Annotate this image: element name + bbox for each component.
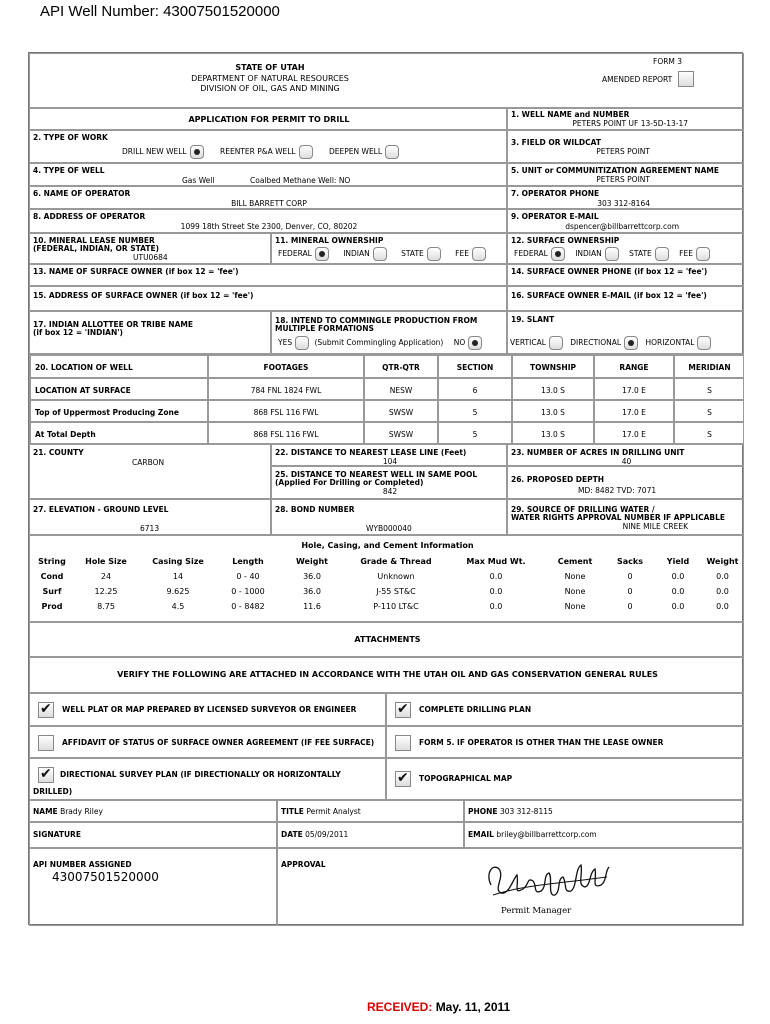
casing-header-text: Weight <box>296 557 328 566</box>
casing-header-text: Max Mud Wt. <box>466 557 526 566</box>
casing-header-text: String <box>38 557 66 566</box>
field-12 <box>507 233 744 264</box>
field-10 <box>29 233 271 264</box>
location-header-text: QTR-QTR <box>382 363 420 372</box>
email-value: briley@billbarrettcorp.com <box>496 830 597 839</box>
permit-manager-label: Permit Manager <box>501 906 572 916</box>
form-header <box>29 53 744 108</box>
field-6-label: 6. NAME OF OPERATOR <box>33 189 131 198</box>
surface-ownership-options <box>514 247 710 261</box>
location-cell <box>30 378 208 400</box>
surface-indian-label: INDIAN <box>575 249 602 258</box>
casing-header-text: Grade & Thread <box>360 557 432 566</box>
casing-header-text: Length <box>232 557 264 566</box>
field-17-sublabel: (if box 12 = 'INDIAN') <box>33 328 123 337</box>
amended-report-checkbox[interactable] <box>678 71 694 87</box>
drill-new-well-label: DRILL NEW WELL <box>122 147 187 156</box>
casing-cell-text: Unknown <box>377 572 415 581</box>
field-7-label: 7. OPERATOR PHONE <box>511 189 600 198</box>
field-16 <box>507 286 744 311</box>
mineral-ownership-options <box>278 247 486 261</box>
well-type-value: Gas Well <box>182 176 215 185</box>
permit-form <box>28 52 743 925</box>
approval-signature <box>483 855 613 903</box>
casing-cell-text: 0.0 <box>671 587 685 596</box>
field-5-label: 5. UNIT or COMMUNITIZATION AGREEMENT NAME <box>511 166 719 175</box>
location-cell-text: S <box>707 430 712 439</box>
location-cell-text: 868 FSL 116 FWL <box>253 430 319 439</box>
location-header-text: RANGE <box>619 363 649 372</box>
casing-cell-text: 0 - 1000 <box>231 587 265 596</box>
field-10-sublabel: (FEDERAL, INDIAN, OR STATE) <box>33 244 160 253</box>
api-assigned-value: 43007501520000 <box>52 870 159 884</box>
field-25 <box>271 466 507 499</box>
location-cell <box>594 400 674 422</box>
location-cell-text: LOCATION AT SURFACE <box>35 386 131 395</box>
email-field <box>468 830 597 839</box>
application-title: APPLICATION FOR PERMIT TO DRILL <box>188 115 350 124</box>
casing-cell-text: None <box>564 602 586 611</box>
mineral-state-radio[interactable] <box>427 247 441 261</box>
location-cell-text: S <box>707 408 712 417</box>
form5-checkbox[interactable] <box>395 735 411 751</box>
commingle-note: (Submit Commingling Application) <box>314 338 444 347</box>
topo-map-checkbox[interactable] <box>395 771 411 787</box>
location-cell <box>512 378 594 400</box>
location-header-cell <box>30 355 208 378</box>
slant-options <box>510 336 711 350</box>
field-8-label: 8. ADDRESS OF OPERATOR <box>33 212 146 221</box>
field-12-label: 12. SURFACE OWNERSHIP <box>511 236 620 245</box>
field-9 <box>507 209 744 233</box>
field-11-label: 11. MINERAL OWNERSHIP <box>275 236 384 245</box>
field-29 <box>507 499 744 535</box>
attachment-drilling-plan <box>386 693 744 726</box>
directional-survey-checkbox[interactable] <box>38 767 54 783</box>
field-21-label: 21. COUNTY <box>33 448 84 457</box>
attachment-directional-survey <box>29 758 386 800</box>
slant-vertical-label: VERTICAL <box>510 338 546 347</box>
casing-table <box>29 535 744 622</box>
signature-cell <box>29 822 277 848</box>
slant-horizontal-radio[interactable] <box>697 336 711 350</box>
commingle-no-label: NO <box>453 338 466 347</box>
field-19 <box>507 311 744 354</box>
casing-cell-text: 0.0 <box>716 587 729 596</box>
phone-field <box>468 807 553 816</box>
casing-cell-text: Prod <box>41 602 63 611</box>
approval-cell <box>277 848 744 926</box>
location-cell <box>364 378 438 400</box>
casing-cell-text: Surf <box>42 587 62 596</box>
casing-cell-text: 0.0 <box>489 602 503 611</box>
app-title-cell <box>29 108 507 130</box>
location-cell <box>438 400 512 422</box>
field-27-label: 27. ELEVATION - GROUND LEVEL <box>33 505 169 514</box>
casing-header-text: Casing Size <box>152 557 204 566</box>
casing-cell-text: 11.6 <box>303 602 321 611</box>
well-name-value: PETERS POINT UF 13-5D-13-17 <box>572 119 688 128</box>
operator-name-value: BILL BARRETT CORP <box>231 199 307 208</box>
casing-cell-text: 0 <box>627 602 633 611</box>
field-value: PETERS POINT <box>596 147 650 156</box>
field-10-label: 10. MINERAL LEASE NUMBER <box>33 236 155 245</box>
field-21 <box>29 444 271 499</box>
operator-email-value: dspencer@billbarrettcorp.com <box>565 222 679 231</box>
nearest-well-distance-value: 842 <box>382 487 398 496</box>
mineral-indian-label: INDIAN <box>343 249 370 258</box>
surface-indian-radio[interactable] <box>605 247 619 261</box>
location-cell-text: 17.0 E <box>622 408 646 417</box>
location-cell-text: 6 <box>472 386 478 395</box>
affidavit-label: AFFIDAVIT OF STATUS OF SURFACE OWNER AGREEMENT (IF FEE SURFACE) <box>62 738 375 747</box>
location-cell <box>208 378 364 400</box>
casing-cell-text: 8.75 <box>97 602 115 611</box>
verify-row <box>29 657 744 693</box>
casing-cell-text: 0.0 <box>671 602 685 611</box>
location-cell-text: 868 FSL 116 FWL <box>253 408 319 417</box>
location-cell-text: SWSW <box>388 430 414 439</box>
received-label: RECEIVED: <box>367 1000 433 1014</box>
mineral-federal-label: FEDERAL <box>278 249 312 258</box>
lease-line-distance-value: 104 <box>382 457 398 466</box>
location-cell-text: SWSW <box>388 408 414 417</box>
deepen-well-label: DEEPEN WELL <box>329 147 383 156</box>
field-4 <box>29 163 507 186</box>
field-7 <box>507 186 744 209</box>
field-6 <box>29 186 507 209</box>
field-14 <box>507 264 744 286</box>
elevation-value: 6713 <box>140 524 160 533</box>
field-29-label: 29. SOURCE OF DRILLING WATER / <box>511 505 655 514</box>
casing-header-text: Hole Size <box>85 557 127 566</box>
casing-cell-text: 0 - 40 <box>236 572 260 581</box>
amended-report-label: AMENDED REPORT <box>602 75 673 84</box>
received-stamp <box>367 1000 510 1014</box>
field-19-label: 19. SLANT <box>511 315 555 324</box>
location-header-text: 20. LOCATION OF WELL <box>35 363 133 372</box>
casing-cell-text: 0 - 8482 <box>231 602 265 611</box>
field-3-label: 3. FIELD OR WILDCAT <box>511 138 602 147</box>
phone-cell <box>464 800 744 822</box>
mineral-fee-label: FEE <box>455 249 469 258</box>
directional-survey-label-cont: DRILLED) <box>33 787 73 796</box>
surface-fee-label: FEE <box>679 249 693 258</box>
location-cell <box>594 378 674 400</box>
directional-survey-label: DIRECTIONAL SURVEY PLAN (IF DIRECTIONALLY OR HORIZONTALLY <box>60 770 341 779</box>
name-field <box>33 807 103 816</box>
date-value: 05/09/2011 <box>305 830 349 839</box>
field-15-label: 15. ADDRESS OF SURFACE OWNER (if box 12 = 'fee') <box>33 291 254 300</box>
location-cell-text: 784 FNL 1824 FWL <box>250 386 322 395</box>
dept-heading: DEPARTMENT OF NATURAL RESOURCES <box>191 74 349 83</box>
phone-label: PHONE <box>468 807 498 816</box>
attachment-form5 <box>386 726 744 758</box>
location-header-cell <box>364 355 438 378</box>
casing-cell-text: 0.0 <box>716 572 729 581</box>
title-label: TITLE <box>281 807 304 816</box>
location-header-text: MERIDIAN <box>688 363 731 372</box>
title-field <box>281 807 361 816</box>
topo-map-label: TOPOGRAPHICAL MAP <box>419 774 513 783</box>
field-22 <box>271 444 507 466</box>
state-heading: STATE OF UTAH <box>235 63 305 72</box>
field-27 <box>29 499 271 535</box>
location-header-cell <box>512 355 594 378</box>
location-cell <box>674 400 744 422</box>
casing-cell-text: 0.0 <box>489 587 503 596</box>
field-26 <box>507 466 744 499</box>
location-header-cell <box>594 355 674 378</box>
type-work-options <box>122 145 399 159</box>
mineral-fee-radio[interactable] <box>472 247 486 261</box>
water-source-value: NINE MILE CREEK <box>622 522 688 531</box>
mineral-indian-radio[interactable] <box>373 247 387 261</box>
casing-cell-text: 36.0 <box>303 587 321 596</box>
attachment-affidavit <box>29 726 386 758</box>
attachment-well-plat <box>29 693 386 726</box>
location-cell <box>364 422 438 444</box>
slant-vertical-radio[interactable] <box>549 336 563 350</box>
commingle-options <box>278 336 482 350</box>
field-16-label: 16. SURFACE OWNER E-MAIL (if box 12 = 'fee') <box>511 291 707 300</box>
location-cell-text: 5 <box>472 430 478 439</box>
surface-state-label: STATE <box>629 249 652 258</box>
reenter-well-label: REENTER P&A WELL <box>220 147 296 156</box>
casing-cell-text: 0.0 <box>489 572 503 581</box>
location-cell <box>674 422 744 444</box>
location-cell-text: S <box>707 386 712 395</box>
field-26-label: 26. PROPOSED DEPTH <box>511 475 605 484</box>
api-well-number-title: API Well Number: 43007501520000 <box>40 3 280 20</box>
field-1 <box>507 108 744 130</box>
well-plat-label: WELL PLAT OR MAP PREPARED BY LICENSED SURVEYOR OR ENGINEER <box>62 705 357 714</box>
location-cell-text: 13.0 S <box>541 386 565 395</box>
location-header-text: SECTION <box>456 363 494 372</box>
email-label: EMAIL <box>468 830 494 839</box>
drilling-plan-label: COMPLETE DRILLING PLAN <box>419 705 532 714</box>
unit-name-value: PETERS POINT <box>596 175 650 184</box>
location-cell-text: 5 <box>472 408 478 417</box>
bond-number-value: WYB000040 <box>366 524 412 533</box>
surface-state-radio[interactable] <box>655 247 669 261</box>
casing-cell-text: 0.0 <box>671 572 685 581</box>
title-value: Permit Analyst <box>306 807 361 816</box>
mineral-federal-radio[interactable] <box>315 247 329 261</box>
date-label: DATE <box>281 830 303 839</box>
casing-table-title: Hole, Casing, and Cement Information <box>301 541 474 550</box>
casing-cell-text: Cond <box>40 572 64 581</box>
field-29-sublabel: WATER RIGHTS APPROVAL NUMBER IF APPLICABLE <box>511 513 726 522</box>
location-cell-text: 13.0 S <box>541 430 565 439</box>
casing-cell-text: 24 <box>100 572 112 581</box>
coalbed-methane-value: Coalbed Methane Well: NO <box>250 176 351 185</box>
casing-cell-text: 14 <box>172 572 184 581</box>
attachments-header <box>29 622 744 657</box>
location-cell <box>438 422 512 444</box>
field-3 <box>507 130 744 163</box>
field-23 <box>507 444 744 466</box>
surface-federal-radio[interactable] <box>551 247 565 261</box>
form-number: FORM 3 <box>653 57 683 66</box>
field-4-label: 4. TYPE OF WELL <box>33 166 105 175</box>
field-25-label: 25. DISTANCE TO NEAREST WELL IN SAME POOL <box>275 470 478 479</box>
division-heading: DIVISION OF OIL, GAS AND MINING <box>200 84 340 93</box>
acres-value: 40 <box>621 457 632 466</box>
casing-cell-text: 0.0 <box>716 602 729 611</box>
field-28-label: 28. BOND NUMBER <box>275 505 355 514</box>
attachment-topo-map <box>386 758 744 800</box>
slant-directional-radio[interactable] <box>624 336 638 350</box>
form5-label: FORM 5. IF OPERATOR IS OTHER THAN THE LEASE OWNER <box>419 738 664 747</box>
attachments-title: ATTACHMENTS <box>354 635 421 644</box>
field-17-label: 17. INDIAN ALLOTTEE OR TRIBE NAME <box>33 320 193 329</box>
commingle-yes-label: YES <box>278 338 293 347</box>
field-22-label: 22. DISTANCE TO NEAREST LEASE LINE (Feet) <box>275 448 467 457</box>
name-cell <box>29 800 277 822</box>
location-cell <box>30 400 208 422</box>
field-18-sublabel: MULTIPLE FORMATIONS <box>275 324 374 333</box>
location-cell <box>208 422 364 444</box>
casing-cell-text: 4.5 <box>171 602 185 611</box>
field-14-label: 14. SURFACE OWNER PHONE (if box 12 = 'fee') <box>511 267 708 276</box>
surface-federal-label: FEDERAL <box>514 249 548 258</box>
field-18-label: 18. INTEND TO COMMINGLE PRODUCTION FROM <box>275 316 478 325</box>
name-label: NAME <box>33 807 58 816</box>
location-cell-text: 13.0 S <box>541 408 565 417</box>
lease-number-value: UTU0684 <box>133 253 168 262</box>
operator-address-value: 1099 18th Street Ste 2300, Denver, CO, 80202 <box>180 222 358 231</box>
name-value: Brady Riley <box>60 807 103 816</box>
field-2-label: 2. TYPE OF WORK <box>33 133 108 142</box>
field-17 <box>29 311 271 354</box>
field-2 <box>29 130 507 163</box>
location-cell-text: At Total Depth <box>35 430 96 439</box>
operator-phone-value: 303 312-8164 <box>597 199 650 208</box>
field-9-label: 9. OPERATOR E-MAIL <box>511 212 599 221</box>
api-assigned-label: API NUMBER ASSIGNED <box>33 860 132 869</box>
location-header-cell <box>208 355 364 378</box>
approval-label: APPROVAL <box>281 860 326 869</box>
location-header-cell <box>674 355 744 378</box>
casing-cell-text: None <box>564 587 586 596</box>
api-assigned-cell <box>29 848 277 926</box>
signature-label: SIGNATURE <box>33 830 81 839</box>
location-cell <box>594 422 674 444</box>
location-cell-text: Top of Uppermost Producing Zone <box>35 408 179 417</box>
title-cell <box>277 800 464 822</box>
field-18 <box>271 311 507 354</box>
location-header-cell <box>438 355 512 378</box>
casing-cell-text: 0 <box>627 572 633 581</box>
location-cell <box>30 422 208 444</box>
drill-new-well-radio[interactable] <box>190 145 204 159</box>
field-13 <box>29 264 507 286</box>
casing-cell-text: 9.625 <box>166 587 190 596</box>
field-11 <box>271 233 507 264</box>
casing-header-text: Weight <box>706 557 739 566</box>
email-cell <box>464 822 744 848</box>
phone-value: 303 312-8115 <box>499 807 553 816</box>
casing-header-text: Yield <box>666 557 690 566</box>
date-cell <box>277 822 464 848</box>
deepen-well-radio[interactable] <box>385 145 399 159</box>
proposed-depth-value: MD: 8482 TVD: 7071 <box>578 486 657 495</box>
location-cell <box>512 422 594 444</box>
surface-fee-radio[interactable] <box>696 247 710 261</box>
casing-cell-text: None <box>564 572 586 581</box>
field-25-sublabel: (Applied For Drilling or Completed) <box>275 478 424 487</box>
field-23-label: 23. NUMBER OF ACRES IN DRILLING UNIT <box>511 448 685 457</box>
location-table <box>29 354 744 444</box>
casing-cell-text: P-110 LT&C <box>373 602 419 611</box>
commingle-no-radio[interactable] <box>468 336 482 350</box>
location-cell-text: 17.0 E <box>622 430 646 439</box>
verify-text: VERIFY THE FOLLOWING ARE ATTACHED IN ACCORDANCE WITH THE UTAH OIL AND GAS CONSERVATION GENERAL RULES <box>117 670 658 679</box>
date-field <box>281 830 348 839</box>
affidavit-checkbox[interactable] <box>38 735 54 751</box>
county-value: CARBON <box>132 458 165 467</box>
field-1-label: 1. WELL NAME and NUMBER <box>511 110 630 119</box>
location-header-text: FOOTAGES <box>263 363 309 372</box>
well-plat-checkbox[interactable] <box>38 702 54 718</box>
casing-cell-text: 12.25 <box>94 587 118 596</box>
casing-header-text: Cement <box>557 557 593 566</box>
location-header-text: TOWNSHIP <box>529 363 576 372</box>
location-cell <box>364 400 438 422</box>
field-13-label: 13. NAME OF SURFACE OWNER (if box 12 = 'fee') <box>33 267 239 276</box>
location-cell <box>512 400 594 422</box>
field-28 <box>271 499 507 535</box>
casing-cell-text: J-55 ST&C <box>376 587 416 596</box>
drilling-plan-checkbox[interactable] <box>395 702 411 718</box>
casing-header-text: Sacks <box>617 557 643 566</box>
location-cell-text: 17.0 E <box>622 386 646 395</box>
field-8 <box>29 209 507 233</box>
reenter-well-radio[interactable] <box>299 145 313 159</box>
slant-directional-label: DIRECTIONAL <box>570 338 622 347</box>
slant-horizontal-label: HORIZONTAL <box>645 338 695 347</box>
location-cell <box>674 378 744 400</box>
commingle-yes-radio[interactable] <box>295 336 309 350</box>
location-cell-text: NESW <box>389 386 413 395</box>
received-date: May. 11, 2011 <box>435 1000 511 1014</box>
field-5 <box>507 163 744 186</box>
casing-cell-text: 0 <box>627 587 633 596</box>
casing-cell-text: 36.0 <box>303 572 321 581</box>
field-15 <box>29 286 507 311</box>
location-cell <box>208 400 364 422</box>
location-cell <box>438 378 512 400</box>
mineral-state-label: STATE <box>401 249 424 258</box>
